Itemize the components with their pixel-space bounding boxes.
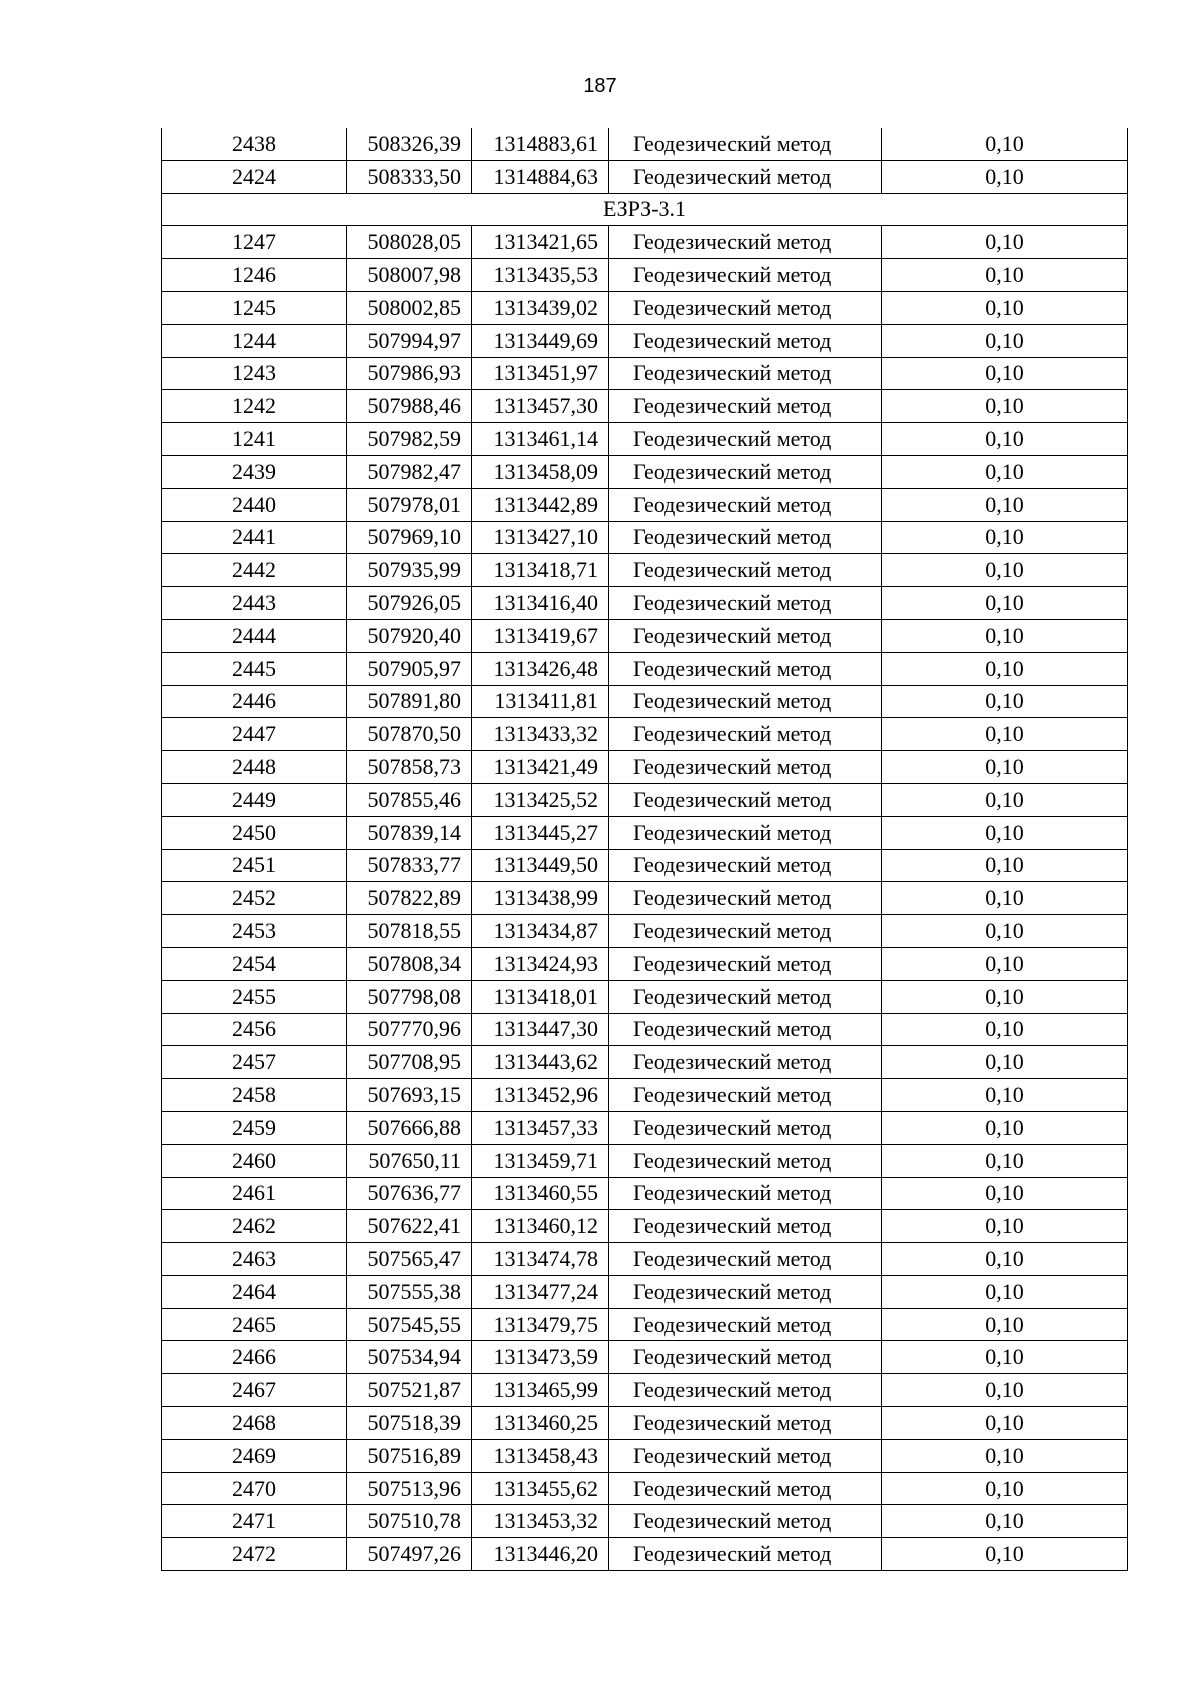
table-row (162, 718, 1128, 751)
method-cell: Геодезический метод (609, 1210, 882, 1243)
y-coordinate-cell: 1313449,50 (472, 849, 609, 882)
error-cell: 0,10 (882, 980, 1128, 1013)
table-row (162, 1505, 1128, 1538)
y-coordinate-cell: 1313477,24 (472, 1275, 609, 1308)
table-row (162, 1308, 1128, 1341)
method-cell: Геодезический метод (609, 160, 882, 193)
y-coordinate-cell: 1313465,99 (472, 1374, 609, 1407)
y-coordinate-cell: 1313445,27 (472, 816, 609, 849)
y-coordinate-cell: 1313442,89 (472, 488, 609, 521)
error-cell: 0,10 (882, 685, 1128, 718)
x-coordinate-cell: 507833,77 (347, 849, 472, 882)
table-row (162, 324, 1128, 357)
table-row (162, 488, 1128, 521)
method-cell: Геодезический метод (609, 1046, 882, 1079)
x-coordinate-cell: 507513,96 (347, 1472, 472, 1505)
point-number-cell: 1243 (162, 357, 347, 390)
y-coordinate-cell: 1313427,10 (472, 521, 609, 554)
y-coordinate-cell: 1313435,53 (472, 259, 609, 292)
point-number-cell: 2458 (162, 1079, 347, 1112)
error-cell: 0,10 (882, 1308, 1128, 1341)
table-row (162, 1243, 1128, 1276)
method-cell: Геодезический метод (609, 1177, 882, 1210)
y-coordinate-cell: 1313451,97 (472, 357, 609, 390)
x-coordinate-cell: 507650,11 (347, 1144, 472, 1177)
table-row (162, 915, 1128, 948)
table-row (162, 685, 1128, 718)
x-coordinate-cell: 507518,39 (347, 1407, 472, 1440)
table-row (162, 980, 1128, 1013)
point-number-cell: 2467 (162, 1374, 347, 1407)
coordinates-table (161, 128, 1128, 1571)
point-number-cell: 2441 (162, 521, 347, 554)
y-coordinate-cell: 1313457,33 (472, 1111, 609, 1144)
table-row (162, 259, 1128, 292)
point-number-cell: 1247 (162, 226, 347, 259)
error-cell: 0,10 (882, 1407, 1128, 1440)
method-cell: Геодезический метод (609, 1407, 882, 1440)
error-cell: 0,10 (882, 390, 1128, 423)
table-row (162, 1439, 1128, 1472)
error-cell: 0,10 (882, 1111, 1128, 1144)
x-coordinate-cell: 507510,78 (347, 1505, 472, 1538)
y-coordinate-cell: 1313460,55 (472, 1177, 609, 1210)
error-cell: 0,10 (882, 1341, 1128, 1374)
error-cell: 0,10 (882, 587, 1128, 620)
x-coordinate-cell: 507935,99 (347, 554, 472, 587)
error-cell: 0,10 (882, 1046, 1128, 1079)
table-row (162, 1079, 1128, 1112)
point-number-cell: 1246 (162, 259, 347, 292)
y-coordinate-cell: 1314884,63 (472, 160, 609, 193)
x-coordinate-cell: 508326,39 (347, 128, 472, 160)
error-cell: 0,10 (882, 226, 1128, 259)
table-row (162, 1275, 1128, 1308)
table-row (162, 1538, 1128, 1571)
method-cell: Геодезический метод (609, 619, 882, 652)
point-number-cell: 1242 (162, 390, 347, 423)
method-cell: Геодезический метод (609, 587, 882, 620)
table-row (162, 1407, 1128, 1440)
y-coordinate-cell: 1313473,59 (472, 1341, 609, 1374)
error-cell: 0,10 (882, 619, 1128, 652)
error-cell: 0,10 (882, 849, 1128, 882)
point-number-cell: 2462 (162, 1210, 347, 1243)
method-cell: Геодезический метод (609, 1275, 882, 1308)
x-coordinate-cell: 507818,55 (347, 915, 472, 948)
y-coordinate-cell: 1313424,93 (472, 947, 609, 980)
method-cell: Геодезический метод (609, 816, 882, 849)
point-number-cell: 2459 (162, 1111, 347, 1144)
y-coordinate-cell: 1313449,69 (472, 324, 609, 357)
table-row (162, 1472, 1128, 1505)
method-cell: Геодезический метод (609, 1374, 882, 1407)
method-cell: Геодезический метод (609, 1079, 882, 1112)
table-row (162, 554, 1128, 587)
method-cell: Геодезический метод (609, 324, 882, 357)
table-row (162, 226, 1128, 259)
error-cell: 0,10 (882, 423, 1128, 456)
table-row (162, 423, 1128, 456)
x-coordinate-cell: 507920,40 (347, 619, 472, 652)
error-cell: 0,10 (882, 259, 1128, 292)
table-row (162, 1013, 1128, 1046)
table-row (162, 291, 1128, 324)
point-number-cell: 2456 (162, 1013, 347, 1046)
section-title: ЕЗРЗ-3.1 (162, 193, 1128, 226)
method-cell: Геодезический метод (609, 226, 882, 259)
error-cell: 0,10 (882, 947, 1128, 980)
x-coordinate-cell: 507636,77 (347, 1177, 472, 1210)
x-coordinate-cell: 507770,96 (347, 1013, 472, 1046)
error-cell: 0,10 (882, 1275, 1128, 1308)
x-coordinate-cell: 507521,87 (347, 1374, 472, 1407)
y-coordinate-cell: 1313461,14 (472, 423, 609, 456)
error-cell: 0,10 (882, 1374, 1128, 1407)
y-coordinate-cell: 1313411,81 (472, 685, 609, 718)
method-cell: Геодезический метод (609, 128, 882, 160)
method-cell: Геодезический метод (609, 849, 882, 882)
table-row (162, 1144, 1128, 1177)
method-cell: Геодезический метод (609, 1243, 882, 1276)
y-coordinate-cell: 1313426,48 (472, 652, 609, 685)
error-cell: 0,10 (882, 554, 1128, 587)
point-number-cell: 2453 (162, 915, 347, 948)
table-row (162, 619, 1128, 652)
method-cell: Геодезический метод (609, 1144, 882, 1177)
y-coordinate-cell: 1313479,75 (472, 1308, 609, 1341)
point-number-cell: 2472 (162, 1538, 347, 1571)
error-cell: 0,10 (882, 291, 1128, 324)
y-coordinate-cell: 1313457,30 (472, 390, 609, 423)
method-cell: Геодезический метод (609, 1439, 882, 1472)
error-cell: 0,10 (882, 455, 1128, 488)
point-number-cell: 2439 (162, 455, 347, 488)
x-coordinate-cell: 507822,89 (347, 882, 472, 915)
x-coordinate-cell: 507858,73 (347, 751, 472, 784)
point-number-cell: 2466 (162, 1341, 347, 1374)
table-row (162, 1374, 1128, 1407)
error-cell: 0,10 (882, 1439, 1128, 1472)
point-number-cell: 1245 (162, 291, 347, 324)
point-number-cell: 2446 (162, 685, 347, 718)
y-coordinate-cell: 1313421,49 (472, 751, 609, 784)
table-row (162, 1177, 1128, 1210)
x-coordinate-cell: 507969,10 (347, 521, 472, 554)
error-cell: 0,10 (882, 1210, 1128, 1243)
x-coordinate-cell: 507988,46 (347, 390, 472, 423)
x-coordinate-cell: 508007,98 (347, 259, 472, 292)
y-coordinate-cell: 1313447,30 (472, 1013, 609, 1046)
error-cell: 0,10 (882, 882, 1128, 915)
point-number-cell: 2442 (162, 554, 347, 587)
section-header-row (162, 193, 1128, 226)
x-coordinate-cell: 507994,97 (347, 324, 472, 357)
x-coordinate-cell: 508002,85 (347, 291, 472, 324)
y-coordinate-cell: 1314883,61 (472, 128, 609, 160)
method-cell: Геодезический метод (609, 1013, 882, 1046)
point-number-cell: 2451 (162, 849, 347, 882)
error-cell: 0,10 (882, 521, 1128, 554)
x-coordinate-cell: 508028,05 (347, 226, 472, 259)
x-coordinate-cell: 507693,15 (347, 1079, 472, 1112)
point-number-cell: 2465 (162, 1308, 347, 1341)
table-row (162, 128, 1128, 160)
point-number-cell: 2443 (162, 587, 347, 620)
x-coordinate-cell: 507798,08 (347, 980, 472, 1013)
y-coordinate-cell: 1313458,43 (472, 1439, 609, 1472)
error-cell: 0,10 (882, 816, 1128, 849)
table-row (162, 783, 1128, 816)
table-row (162, 1341, 1128, 1374)
table-row (162, 751, 1128, 784)
table-row (162, 947, 1128, 980)
table-row (162, 390, 1128, 423)
method-cell: Геодезический метод (609, 357, 882, 390)
error-cell: 0,10 (882, 1472, 1128, 1505)
error-cell: 0,10 (882, 160, 1128, 193)
point-number-cell: 2447 (162, 718, 347, 751)
point-number-cell: 2454 (162, 947, 347, 980)
method-cell: Геодезический метод (609, 718, 882, 751)
x-coordinate-cell: 507870,50 (347, 718, 472, 751)
y-coordinate-cell: 1313453,32 (472, 1505, 609, 1538)
method-cell: Геодезический метод (609, 980, 882, 1013)
error-cell: 0,10 (882, 1505, 1128, 1538)
point-number-cell: 2438 (162, 128, 347, 160)
point-number-cell: 2444 (162, 619, 347, 652)
point-number-cell: 2460 (162, 1144, 347, 1177)
table-row (162, 521, 1128, 554)
x-coordinate-cell: 507497,26 (347, 1538, 472, 1571)
method-cell: Геодезический метод (609, 259, 882, 292)
method-cell: Геодезический метод (609, 652, 882, 685)
point-number-cell: 2471 (162, 1505, 347, 1538)
method-cell: Геодезический метод (609, 488, 882, 521)
point-number-cell: 1244 (162, 324, 347, 357)
method-cell: Геодезический метод (609, 390, 882, 423)
x-coordinate-cell: 507855,46 (347, 783, 472, 816)
method-cell: Геодезический метод (609, 1111, 882, 1144)
method-cell: Геодезический метод (609, 783, 882, 816)
x-coordinate-cell: 508333,50 (347, 160, 472, 193)
point-number-cell: 2457 (162, 1046, 347, 1079)
y-coordinate-cell: 1313416,40 (472, 587, 609, 620)
point-number-cell: 2424 (162, 160, 347, 193)
point-number-cell: 2452 (162, 882, 347, 915)
x-coordinate-cell: 507839,14 (347, 816, 472, 849)
y-coordinate-cell: 1313434,87 (472, 915, 609, 948)
point-number-cell: 2440 (162, 488, 347, 521)
x-coordinate-cell: 507666,88 (347, 1111, 472, 1144)
table-row (162, 849, 1128, 882)
error-cell: 0,10 (882, 488, 1128, 521)
method-cell: Геодезический метод (609, 1308, 882, 1341)
x-coordinate-cell: 507982,47 (347, 455, 472, 488)
x-coordinate-cell: 507555,38 (347, 1275, 472, 1308)
error-cell: 0,10 (882, 1013, 1128, 1046)
coordinates-table-body (162, 128, 1128, 1571)
error-cell: 0,10 (882, 1144, 1128, 1177)
y-coordinate-cell: 1313460,12 (472, 1210, 609, 1243)
y-coordinate-cell: 1313425,52 (472, 783, 609, 816)
table-row (162, 160, 1128, 193)
method-cell: Геодезический метод (609, 521, 882, 554)
table-row (162, 587, 1128, 620)
method-cell: Геодезический метод (609, 1538, 882, 1571)
error-cell: 0,10 (882, 1177, 1128, 1210)
method-cell: Геодезический метод (609, 1472, 882, 1505)
x-coordinate-cell: 507986,93 (347, 357, 472, 390)
x-coordinate-cell: 507808,34 (347, 947, 472, 980)
method-cell: Геодезический метод (609, 685, 882, 718)
table-row (162, 357, 1128, 390)
y-coordinate-cell: 1313452,96 (472, 1079, 609, 1112)
point-number-cell: 2450 (162, 816, 347, 849)
point-number-cell: 2448 (162, 751, 347, 784)
error-cell: 0,10 (882, 783, 1128, 816)
table-row (162, 882, 1128, 915)
y-coordinate-cell: 1313458,09 (472, 455, 609, 488)
point-number-cell: 2455 (162, 980, 347, 1013)
table-row (162, 816, 1128, 849)
y-coordinate-cell: 1313433,32 (472, 718, 609, 751)
error-cell: 0,10 (882, 751, 1128, 784)
x-coordinate-cell: 507978,01 (347, 488, 472, 521)
error-cell: 0,10 (882, 1538, 1128, 1571)
point-number-cell: 1241 (162, 423, 347, 456)
method-cell: Геодезический метод (609, 915, 882, 948)
error-cell: 0,10 (882, 1079, 1128, 1112)
y-coordinate-cell: 1313421,65 (472, 226, 609, 259)
x-coordinate-cell: 507545,55 (347, 1308, 472, 1341)
error-cell: 0,10 (882, 357, 1128, 390)
x-coordinate-cell: 507926,05 (347, 587, 472, 620)
x-coordinate-cell: 507622,41 (347, 1210, 472, 1243)
x-coordinate-cell: 507891,80 (347, 685, 472, 718)
point-number-cell: 2469 (162, 1439, 347, 1472)
x-coordinate-cell: 507565,47 (347, 1243, 472, 1276)
point-number-cell: 2461 (162, 1177, 347, 1210)
table-row (162, 1111, 1128, 1144)
point-number-cell: 2468 (162, 1407, 347, 1440)
point-number-cell: 2445 (162, 652, 347, 685)
point-number-cell: 2464 (162, 1275, 347, 1308)
x-coordinate-cell: 507534,94 (347, 1341, 472, 1374)
x-coordinate-cell: 507905,97 (347, 652, 472, 685)
method-cell: Геодезический метод (609, 455, 882, 488)
method-cell: Геодезический метод (609, 554, 882, 587)
method-cell: Геодезический метод (609, 423, 882, 456)
y-coordinate-cell: 1313446,20 (472, 1538, 609, 1571)
y-coordinate-cell: 1313460,25 (472, 1407, 609, 1440)
error-cell: 0,10 (882, 718, 1128, 751)
method-cell: Геодезический метод (609, 882, 882, 915)
y-coordinate-cell: 1313439,02 (472, 291, 609, 324)
y-coordinate-cell: 1313459,71 (472, 1144, 609, 1177)
error-cell: 0,10 (882, 915, 1128, 948)
method-cell: Геодезический метод (609, 291, 882, 324)
x-coordinate-cell: 507982,59 (347, 423, 472, 456)
y-coordinate-cell: 1313438,99 (472, 882, 609, 915)
method-cell: Геодезический метод (609, 1341, 882, 1374)
error-cell: 0,10 (882, 128, 1128, 160)
error-cell: 0,10 (882, 1243, 1128, 1276)
y-coordinate-cell: 1313418,01 (472, 980, 609, 1013)
page-number: 187 (583, 75, 617, 97)
x-coordinate-cell: 507516,89 (347, 1439, 472, 1472)
y-coordinate-cell: 1313474,78 (472, 1243, 609, 1276)
y-coordinate-cell: 1313455,62 (472, 1472, 609, 1505)
table-row (162, 1046, 1128, 1079)
y-coordinate-cell: 1313443,62 (472, 1046, 609, 1079)
point-number-cell: 2470 (162, 1472, 347, 1505)
table-row (162, 652, 1128, 685)
point-number-cell: 2449 (162, 783, 347, 816)
y-coordinate-cell: 1313418,71 (472, 554, 609, 587)
error-cell: 0,10 (882, 324, 1128, 357)
method-cell: Геодезический метод (609, 1505, 882, 1538)
table-row (162, 455, 1128, 488)
table-row (162, 1210, 1128, 1243)
error-cell: 0,10 (882, 652, 1128, 685)
x-coordinate-cell: 507708,95 (347, 1046, 472, 1079)
point-number-cell: 2463 (162, 1243, 347, 1276)
method-cell: Геодезический метод (609, 947, 882, 980)
method-cell: Геодезический метод (609, 751, 882, 784)
y-coordinate-cell: 1313419,67 (472, 619, 609, 652)
